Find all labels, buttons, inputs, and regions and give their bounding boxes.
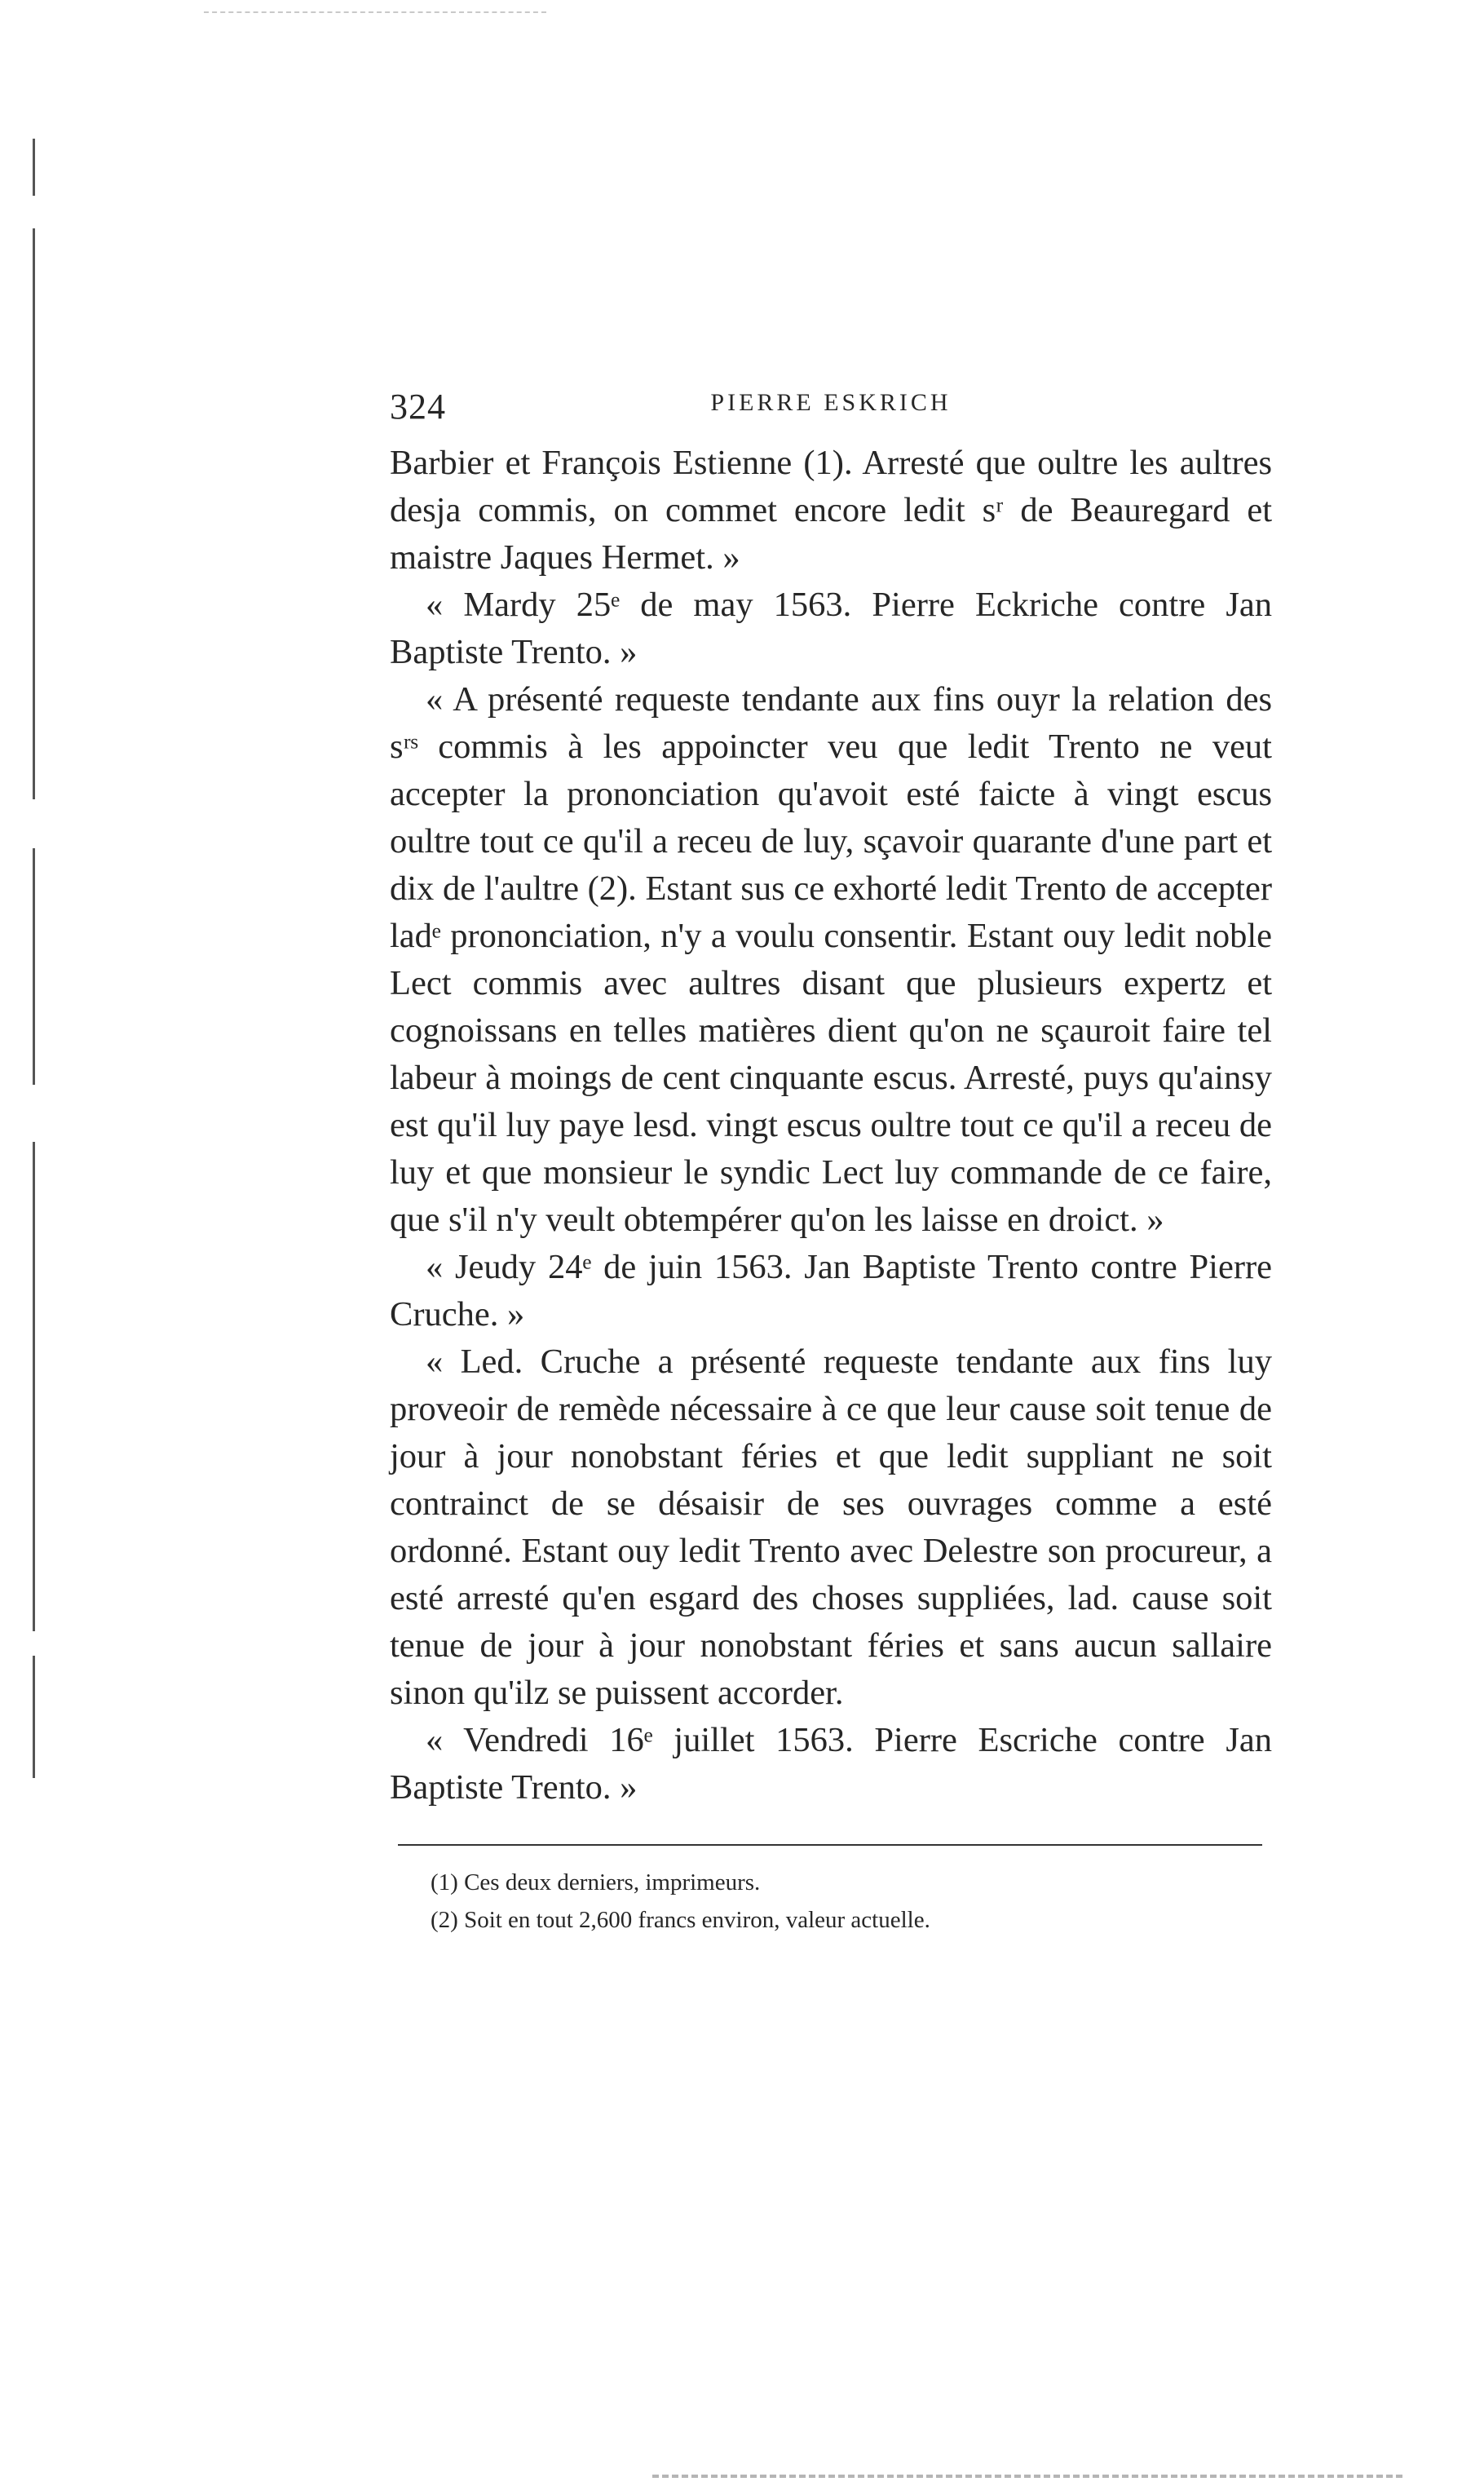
- page-number: 324: [390, 387, 446, 427]
- paragraph: « Vendredi 16ᵉ juillet 1563. Pierre Escriche contre Jan Baptiste Trento. »: [390, 1721, 1272, 1807]
- running-header: [390, 371, 1272, 436]
- paragraph: « Led. Cruche a présenté requeste tendante aux fins luy proveoir de remède nécessaire à ce que leur cause soit tenue de jour à jour nonobstant féries et que ledit suppliant ne soit contrainct de se désaisir de ses ouvrages comme a esté ordonné. Estant ouy ledit Trento avec Delestre son procureur, a esté arresté qu'en esgard des choses suppliées, lad. cause soit tenue de jour à jour nonobstant féries et sans aucun sallaire sinon qu'ilz se puissent accorder.: [390, 1343, 1272, 1712]
- scan-margin-mark: [33, 139, 35, 196]
- footnote: (2) Soit en tout 2,600 francs environ, valeur actuelle.: [431, 1907, 930, 1933]
- paragraph: Barbier et François Estienne (1). Arresté que oultre les aultres desja commis, on commet encore ledit sʳ de Beauregard et maistre Jaques Hermet. »: [390, 444, 1272, 577]
- running-title: PIERRE ESKRICH: [710, 389, 952, 416]
- scan-margin-mark: [33, 1656, 35, 1778]
- scan-margin-mark: [33, 228, 35, 799]
- paragraph: « A présenté requeste tendante aux fins ouyr la relation des sʳˢ commis à les appoincter veu que ledit Trento ne veut accepter la prononciation qu'avoit esté faicte à vingt escus oultre tout ce qu'il a receu de luy, sçavoir quarante d'une part et dix de l'aultre (2). Estant sus ce exhorté ledit Trento de accepter ladᵉ prononciation, n'y a voulu consentir. Estant ouy ledit noble Lect commis avec aultres disant que plusieurs expertz et cognoissans en telles matières dient qu'on ne sçauroit faire tel labeur à moings de cent cinquante escus. Arresté, puys qu'ainsy est qu'il luy paye lesd. vingt escus oultre tout ce qu'il a receu de luy et que monsieur le syndic Lect luy commande de ce faire, que s'il n'y veult obtempérer qu'on les laisse en droict. »: [390, 680, 1272, 1239]
- body-text: [390, 440, 1272, 1811]
- paragraph: « Mardy 25ᵉ de may 1563. Pierre Eckriche contre Jan Baptiste Trento. »: [390, 586, 1272, 671]
- scan-artifact-bottom: [652, 2475, 1402, 2478]
- scan-margin-mark: [33, 1142, 35, 1631]
- book-page: [390, 371, 1272, 1939]
- scan-artifact-top: [204, 11, 546, 13]
- footnote-divider: [398, 1844, 1262, 1846]
- footnote: (1) Ces deux derniers, imprimeurs.: [431, 1869, 761, 1895]
- footnotes: [431, 1864, 1272, 1939]
- scan-margin-mark: [33, 848, 35, 1085]
- paragraph: « Jeudy 24ᵉ de juin 1563. Jan Baptiste Trento contre Pierre Cruche. »: [390, 1248, 1272, 1334]
